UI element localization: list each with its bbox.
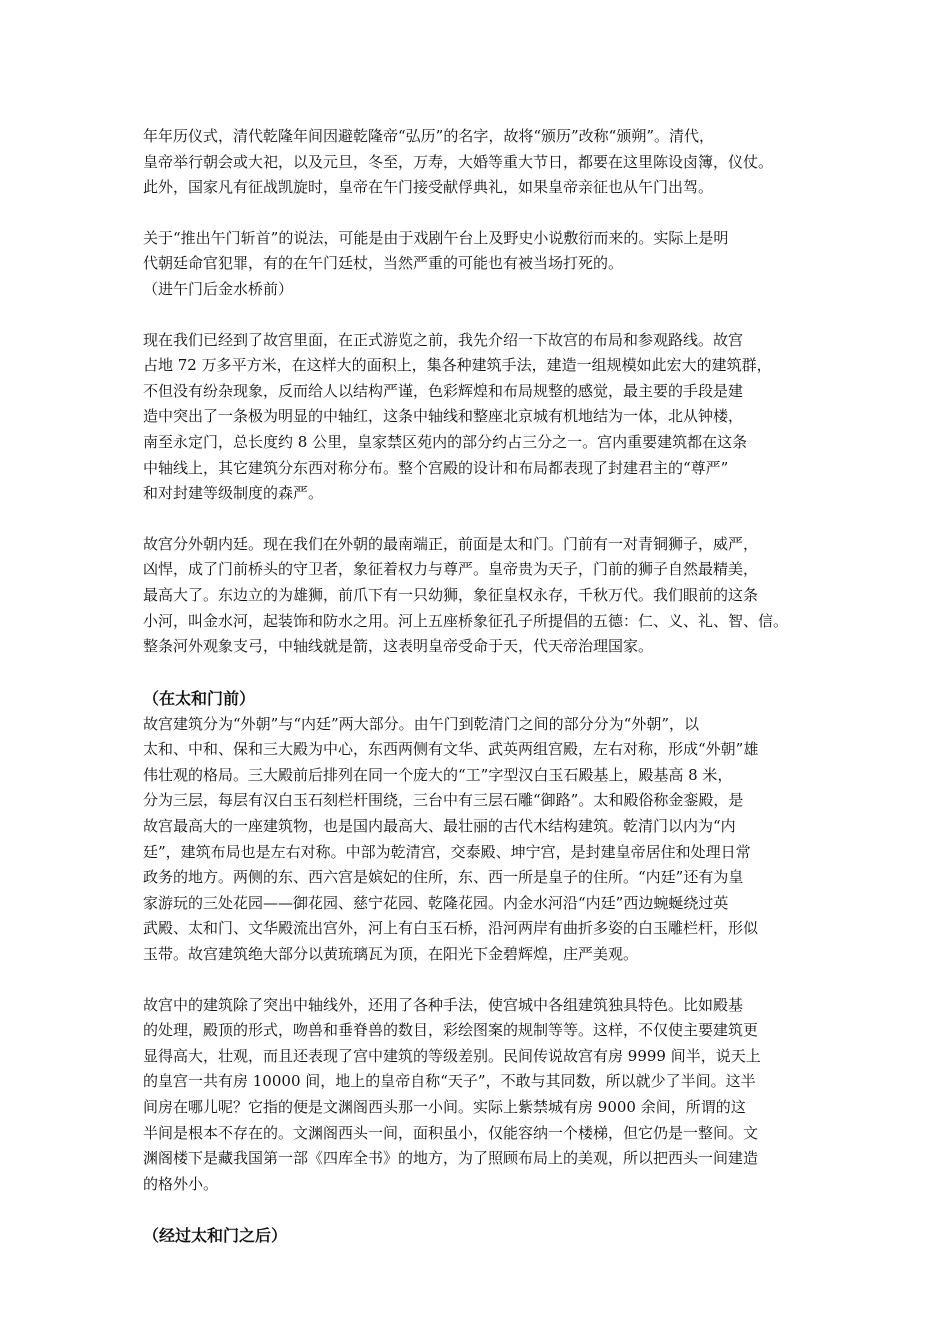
paragraph-architecture-parts: 故宫建筑分为“外朝”与“内廷”两大部分。由午门到乾清门之间的部分分为“外朝”，以 太和、中和、保和三大殿为中心，东西两侧有文华、武英两组宫殿，左右对称，形成“外朝”雄 伟壮观的格局。三大殿前后排列在同一个庞大的“工”字型汉白玉石殿基上，殿基高 8 米， 分为三层，每层有汉白玉石刻栏杆围绕，三台中有三层石雕“御路”。太和殿俗称金銮殿，是 故宫最高大的一座建筑物，也是国内最高大、最壮丽的古代木结构建筑。乾清门以内为“内 廷”，建筑布局也是左右对称。中部为乾清宫，交泰殿、坤宁宫，是封建皇帝居住和处理日常 政务的地方。两侧的东、西六宫是嫔妃的住所，东、西一所是皇子的住所。“内廷”还有为皇 家游玩的三处花园——御花园、慈宁花园、乾隆花园。内金水河沿“内廷”西边蜿蜒绕过英 武殿、太和门、文华殿流出宫外，河上有白玉石桥，沿河两岸有曲折多姿的白玉雕栏杆，形似 玉带。故宫建筑绝大部分以黄琉璃瓦为顶，在阳光下金碧辉煌，庄严美观。 (143, 714, 759, 964)
location-note-golden-water-bridge: （进午门后金水桥前） (143, 279, 294, 298)
document-body (143, 124, 813, 1249)
paragraph-layout-intro: 现在我们已经到了故宫里面，在正式游览之前，我先介绍一下故宫的布局和参观路线。故宫 占地 72 万多平方米，在这样大的面积上，集各种建筑手法，建造一组规模如此宏大的建筑群， 不但没有纷杂现象，反而给人以结构严谨，色彩辉煌和布局规整的感觉，最主要的手段是建 造中突出了一条极为明显的中轴红，这条中轴线和整座北京城有机地结为一体，北从钟楼， 南至永定门，总长度约 8 公里，皇家禁区苑内的部分约占三分之一。宫内重要建筑都在这条 中轴线上，其它建筑分东西对称分布。整个宫殿的设计和布局都表现了封建君主的“尊严” 和对封建等级制度的森严。 (143, 330, 772, 503)
section-heading-taihe-gate: （在太和门前） (143, 688, 256, 708)
paragraph-ceremony: 年年历仪式，清代乾隆年间因避乾隆帝“弘历”的名字，故将“颁历”改称“颁朔”。清代， 皇帝举行朝会或大祀，以及元旦，冬至，万寿，大婚等重大节日，都要在这里陈设卤簿，仪仗。 此外，国家凡有征战凯旋时，皇帝在午门接受献俘典礼，如果皇帝亲征也从午门出驾。 (143, 127, 774, 197)
paragraph-outer-inner-court: 故宫分外朝内廷。现在我们在外朝的最南端正，前面是太和门。门前有一对青铜狮子，威严， 凶悍，成了门前桥头的守卫者，象征着权力与尊严。皇帝贵为天子，门前的狮子自然最精美， 最高大了。东边立的为雄狮，前爪下有一只幼狮，象征皇权永存，千秋万代。我们眼前的这条 小河，叫金水河，起装饰和防水之用。河上五座桥象征孔子所提倡的五德：仁、义、礼、智、信。 整条河外观象支弓，中轴线就是箭，这表明皇帝受命于天，代天帝治理国家。 (143, 534, 789, 656)
paragraph-execution-legend: 关于“推出午门斩首”的说法，可能是由于戏剧午台上及野史小说敷衍而来的。实际上是明 代朝廷命官犯罪，有的在午门廷杖，当然严重的可能也有被当场打死的。 (143, 228, 729, 273)
paragraph-building-features: 故宫中的建筑除了突出中轴线外，还用了各种手法，使宫城中各组建筑独具特色。比如殿基 的处理，殿顶的形式，吻兽和垂脊兽的数目，彩绘图案的规制等等。这样，不仅使主要建筑更 显得高大，壮观，而且还表现了宫中建筑的等级差别。民间传说故宫有房 9999 间半，说天上 的皇宫一共有房 10000 间，地上的皇帝自称“天子”，不敢与其同数，所以就少了半间。这半 间房在哪儿呢？它指的便是文渊阁西头那一小间。实际上紫禁城有房 9000 余间，所谓的这 半间是根本不存在的。文渊阁西头一间，面积虽小，仅能容纳一个楼梯，但它仍是一整间。文 渊阁楼下是藏我国第一部《四库全书》的地方，为了照顾布局上的美观，所以把西头一间建造 的格外小。 (143, 995, 761, 1193)
section-heading-after-taihe-gate: （经过太和门之后） (143, 1226, 288, 1246)
